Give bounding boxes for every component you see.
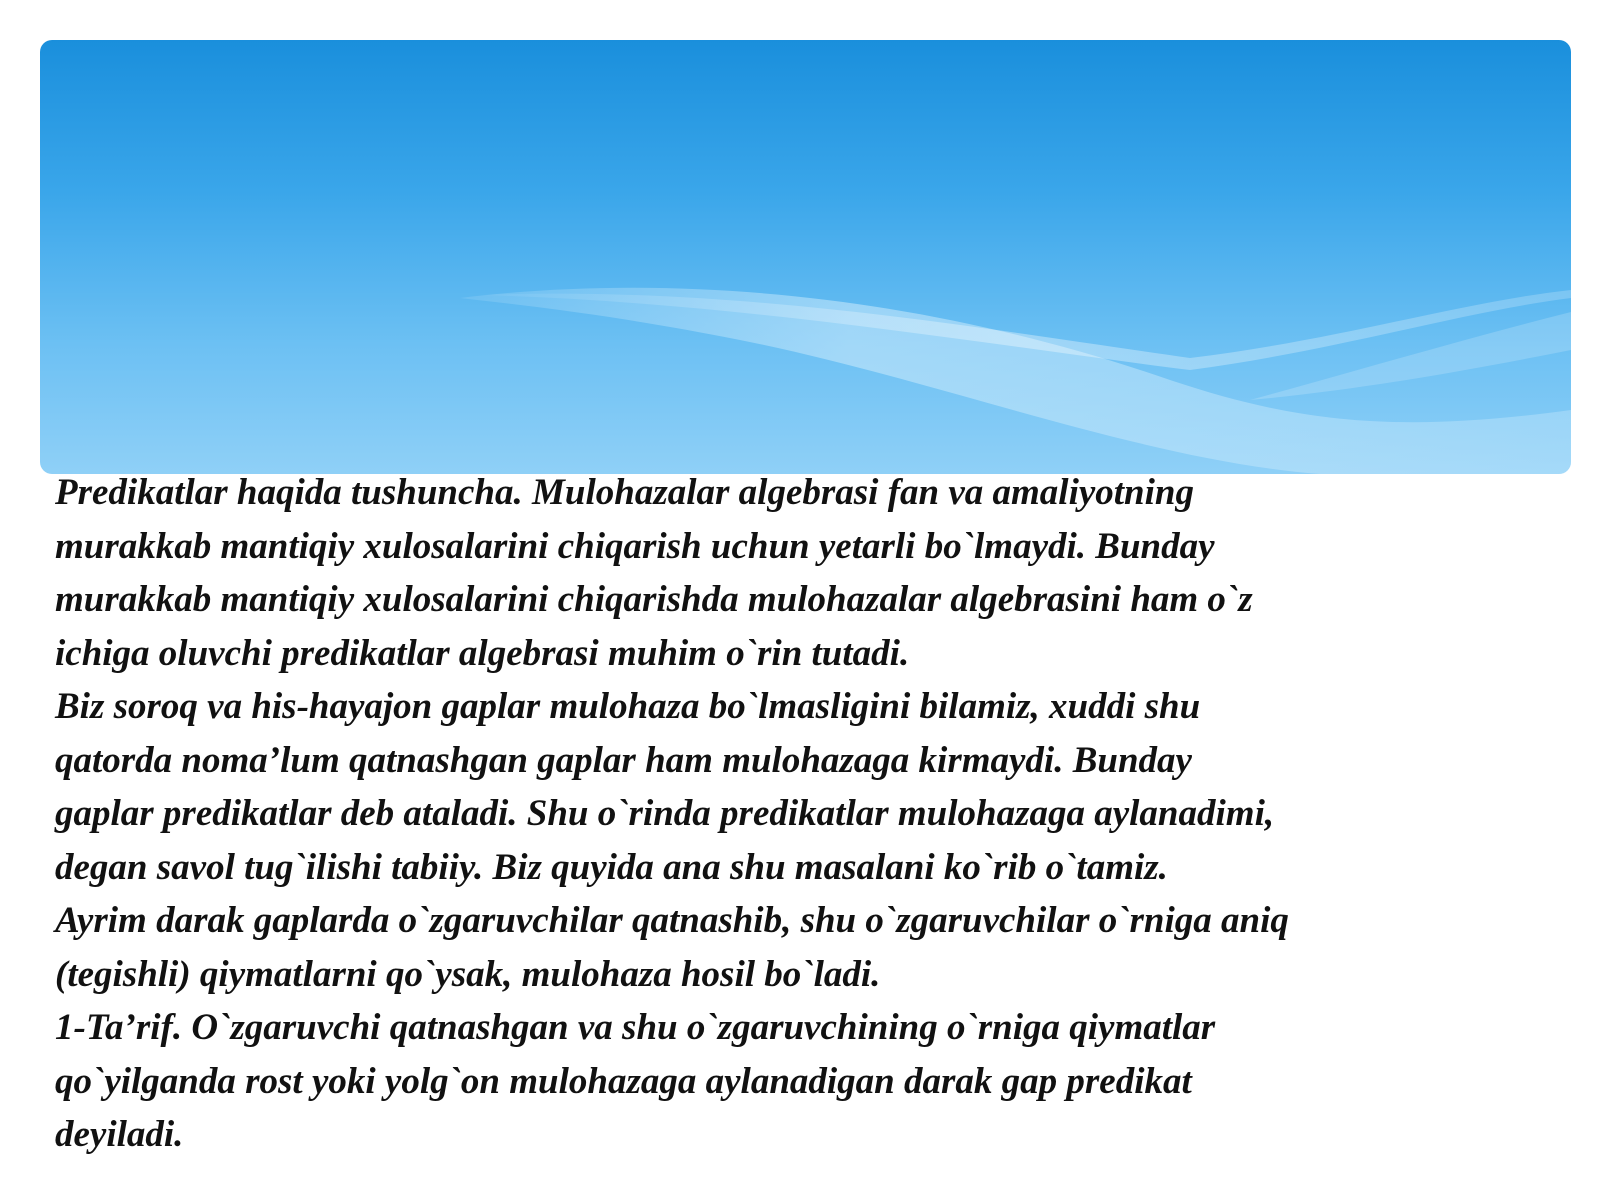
slide-body-text <box>55 466 1565 1162</box>
text-line: ichiga oluvchi predikatlar algebrasi muhim o`rin tutadi. <box>55 632 910 674</box>
text-line: murakkab mantiqiy xulosalarini chiqarishda mulohazalar algebrasini ham o`z <box>55 579 1253 620</box>
text-line: murakkab mantiqiy xulosalarini chiqarish uchun yetarli bo`lmaydi. Bunday <box>55 525 1215 567</box>
header-banner <box>40 40 1571 474</box>
wave-decoration <box>40 40 1571 474</box>
wave-swoosh-main <box>460 288 1571 474</box>
text-line: Biz soroq va his-hayajon gaplar mulohaza bo`lmasligini bilamiz, xuddi shu <box>55 686 1201 727</box>
text-line: 1-Ta’rif. O`zgaruvchi qatnashgan va shu o`zgaruvchining o`rniga qiymatlar <box>55 1007 1216 1048</box>
text-line: deyiladi. <box>55 1114 184 1155</box>
text-line: gaplar predikatlar deb ataladi. Shu o`rinda predikatlar mulohazaga aylanadimi, <box>55 793 1275 834</box>
text-line: Ayrim darak gaplarda o`zgaruvchilar qatnashib, shu o`zgaruvchilar o`rniga aniq <box>55 900 1289 941</box>
text-line: (tegishli) qiymatlarni qo`ysak, mulohaza hosil bo`ladi. <box>55 953 881 995</box>
text-line: degan savol tug`ilishi tabiiy. Biz quyida ana shu masalani ko`rib o`tamiz. <box>55 846 1168 888</box>
text-line: qatorda noma’lum qatnashgan gaplar ham mulohazaga kirmaydi. Bunday <box>55 739 1192 781</box>
text-line: Predikatlar haqida tushuncha. Mulohazalar algebrasi fan va amaliyotning <box>55 472 1194 513</box>
text-line: qo`yilganda rost yoki yolg`on mulohazaga aylanadigan darak gap predikat <box>55 1060 1192 1102</box>
